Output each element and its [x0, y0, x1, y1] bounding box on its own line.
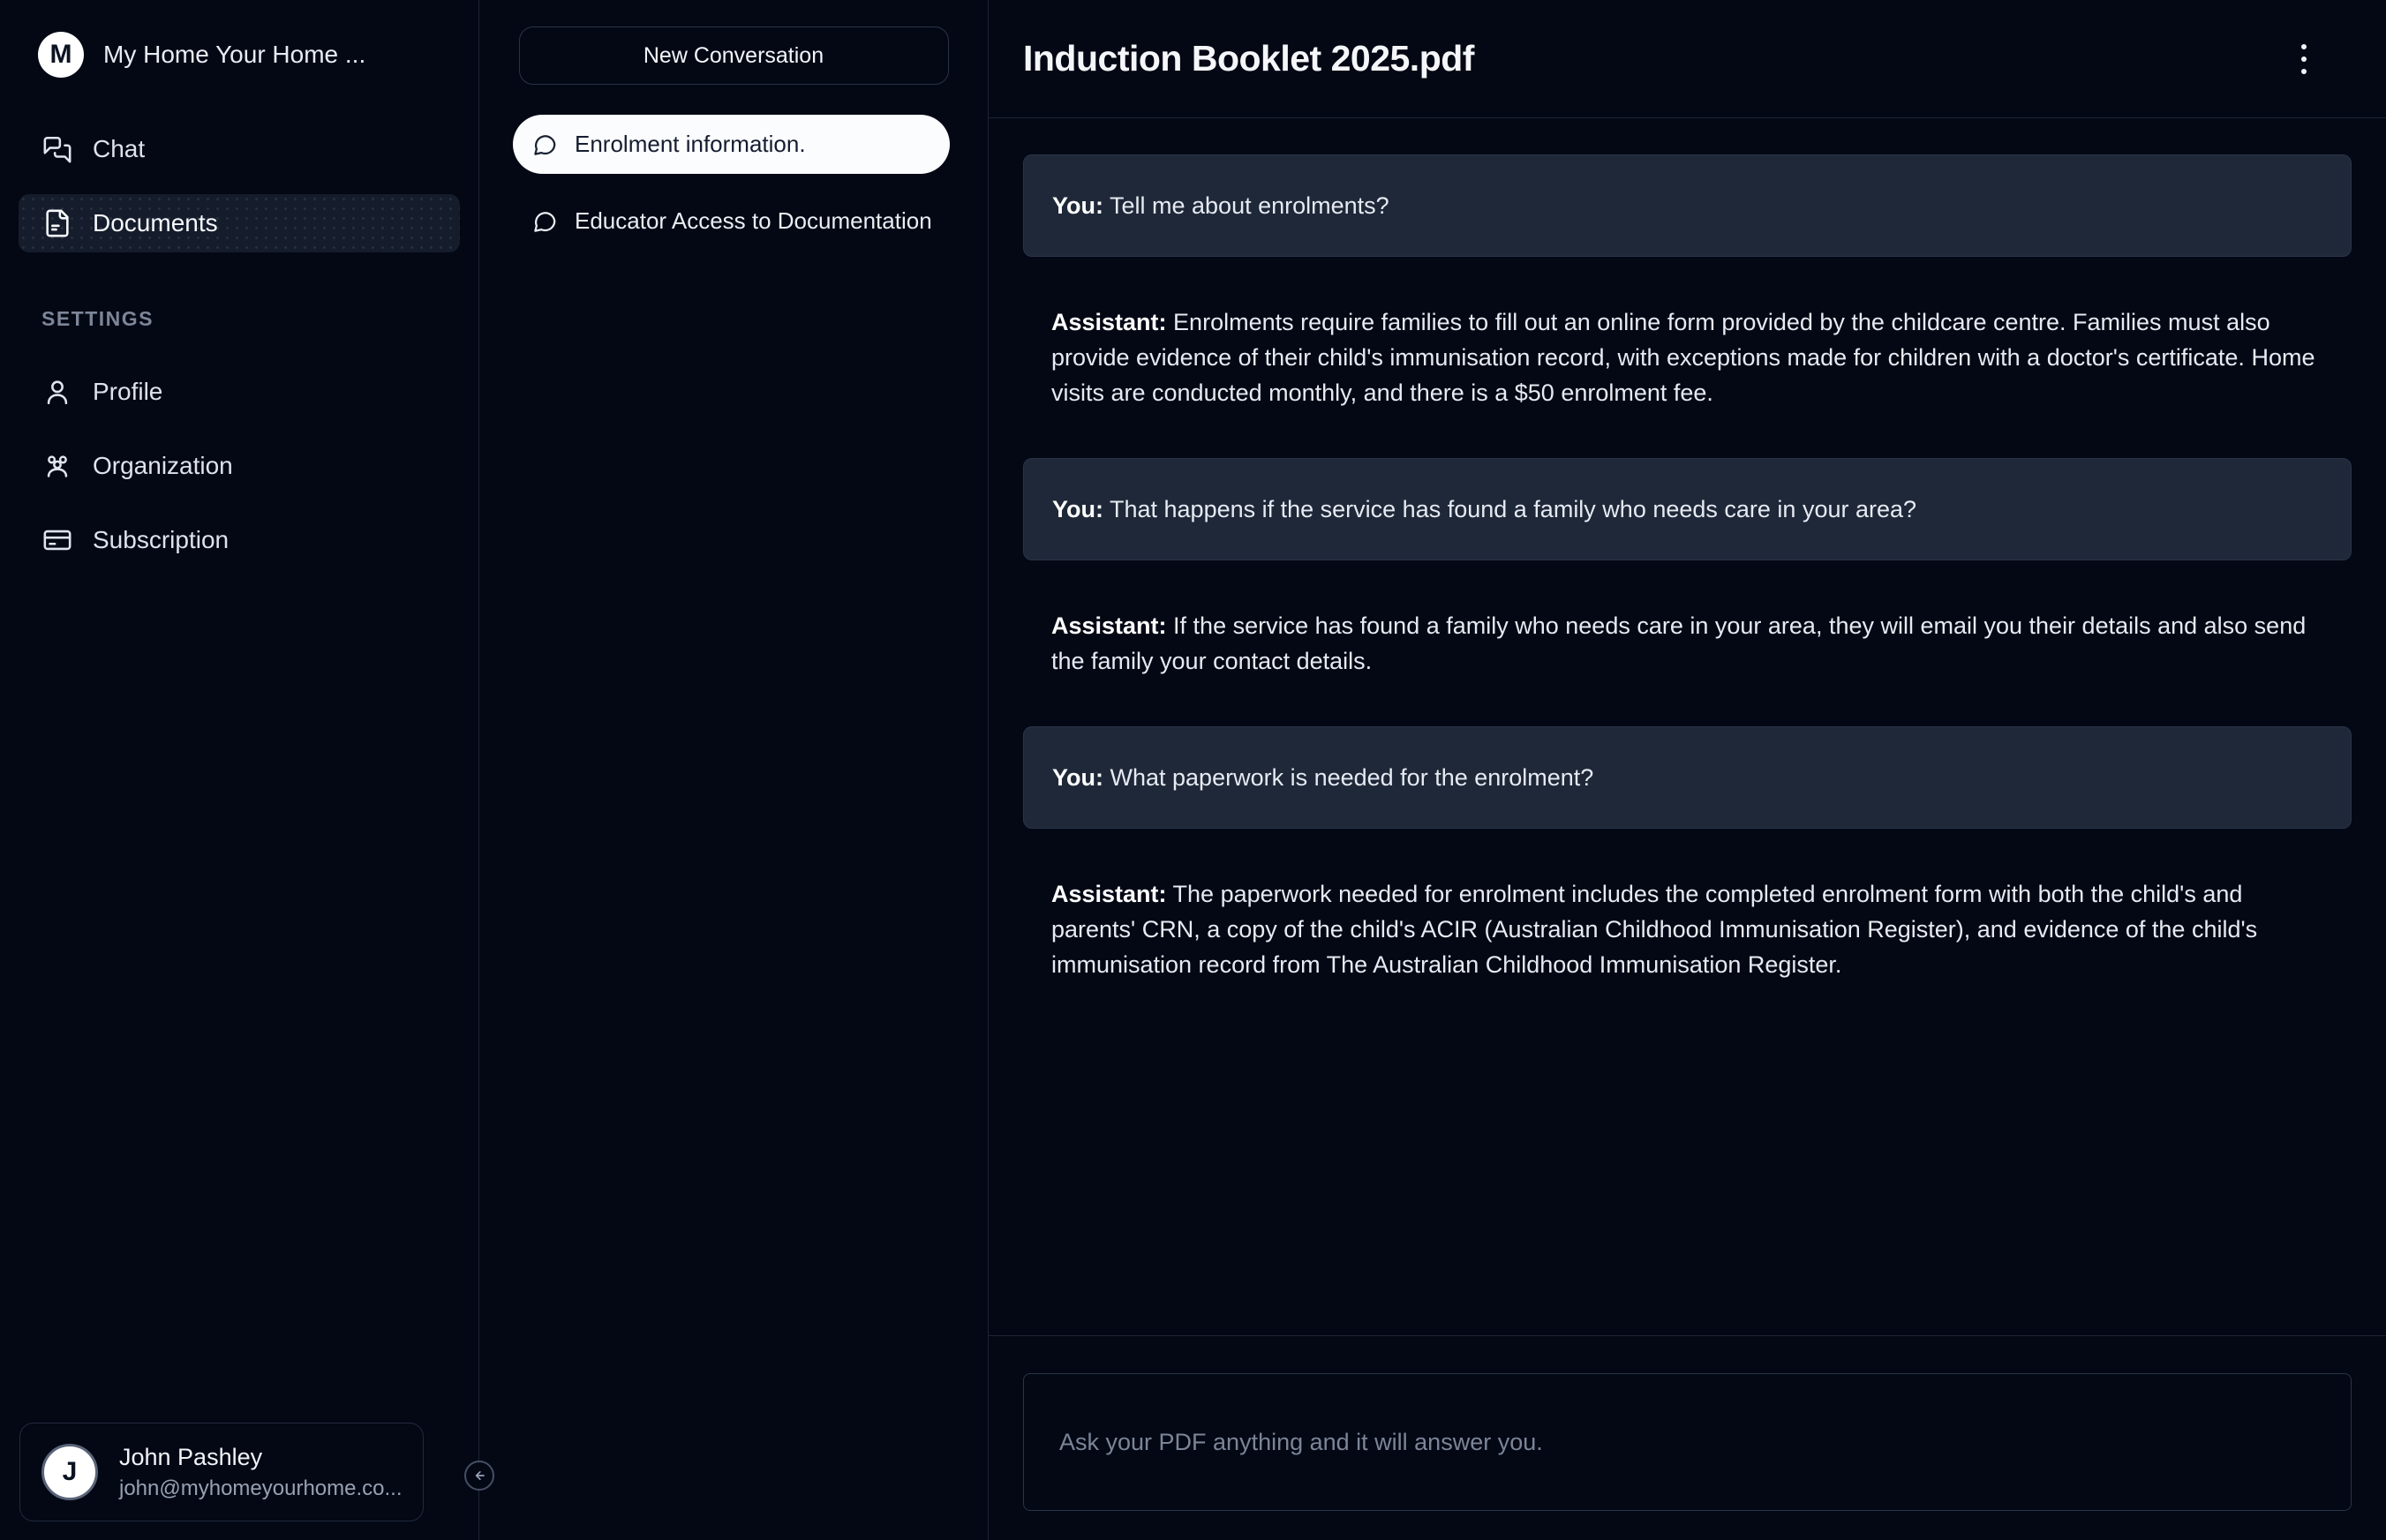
settings-section-header: SETTINGS — [41, 307, 154, 330]
assistant-message — [1023, 876, 2352, 982]
app-logo: M — [38, 32, 84, 78]
message-text: Tell me about enrolments? — [1110, 192, 1389, 219]
kebab-dot — [2301, 44, 2307, 49]
app-name: My Home Your Home ... — [103, 41, 366, 68]
user-card[interactable] — [19, 1423, 424, 1521]
sidebar-item-profile[interactable] — [19, 363, 460, 421]
sidebar-item-label: Organization — [93, 452, 233, 479]
document-header — [989, 0, 2386, 118]
conversation-item-enrolment[interactable] — [513, 115, 950, 174]
chat-bubble-icon — [531, 208, 558, 235]
assistant-message — [1023, 304, 2352, 410]
message-text: That happens if the service has found a family who needs care in your area? — [1110, 496, 1917, 522]
message-role: You: — [1052, 764, 1103, 791]
sidebar-item-chat[interactable] — [19, 120, 460, 178]
users-icon — [41, 450, 73, 482]
new-conversation-button[interactable]: New Conversation — [519, 26, 949, 85]
app-brand[interactable] — [19, 32, 460, 78]
user-message — [1023, 458, 2352, 560]
message-role: Assistant: — [1051, 309, 1167, 335]
message-text: What paperwork is needed for the enrolment? — [1110, 764, 1594, 791]
user-info — [119, 1444, 403, 1501]
sidebar-item-label: Profile — [93, 378, 163, 405]
user-message — [1023, 726, 2352, 829]
user-email: john@myhomeyourhome.co... — [119, 1476, 403, 1500]
message-text: The paperwork needed for enrolment includes the completed enrolment form with both the child's and parents' CRN, a copy of the child's ACIR (Australian Childhood Immunisation Register), and evidence of the child's immunisation record from The Australian Childhood Immunisation Register. — [1051, 881, 2258, 978]
sidebar-spacer — [19, 585, 460, 1423]
conversation-list — [479, 115, 988, 251]
message-text: If the service has found a family who needs care in your area, they will email you their details and also send the family your contact details. — [1051, 612, 2307, 674]
user-icon — [41, 376, 73, 408]
sidebar-item-documents[interactable] — [19, 194, 460, 252]
kebab-dot — [2301, 69, 2307, 74]
sidebar-item-label: Chat — [93, 135, 146, 162]
message-role: Assistant: — [1051, 612, 1167, 639]
ask-pdf-input[interactable] — [1023, 1373, 2352, 1511]
user-name: John Pashley — [119, 1443, 263, 1470]
chat-bubbles-icon — [41, 133, 73, 165]
conversation-item-label: Enrolment information. — [575, 131, 806, 157]
credit-card-icon — [41, 524, 73, 556]
collapse-sidebar-button[interactable] — [464, 1461, 494, 1491]
page-title: Induction Booklet 2025.pdf — [1023, 38, 1474, 79]
document-icon — [41, 207, 73, 239]
arrow-left-icon — [470, 1467, 488, 1484]
conversation-item-educator-access[interactable] — [513, 192, 950, 251]
chat-bubble-icon — [531, 131, 558, 158]
sidebar — [0, 0, 479, 1540]
assistant-message — [1023, 608, 2352, 679]
sidebar-item-subscription[interactable] — [19, 511, 460, 569]
ask-input-section — [989, 1335, 2386, 1540]
sidebar-item-label: Subscription — [93, 526, 230, 553]
sidebar-item-organization[interactable] — [19, 437, 460, 495]
message-role: Assistant: — [1051, 881, 1167, 907]
message-role: You: — [1052, 192, 1103, 219]
conversation-item-label: Educator Access to Documentation — [575, 207, 932, 234]
message-text: Enrolments require families to fill out an online form provided by the childcare centre. Families must also provide evidence of their child's immunisation record, with exceptions made for children with a doctor's certificate. Home visits are conducted monthly, and there is a $50 enrolment fee. — [1051, 309, 2315, 406]
user-avatar: J — [41, 1444, 98, 1500]
message-list — [989, 118, 2386, 1335]
user-message — [1023, 154, 2352, 257]
sidebar-item-label: Documents — [93, 209, 218, 237]
main-panel — [989, 0, 2386, 1540]
kebab-menu-button[interactable] — [2284, 40, 2323, 79]
kebab-dot — [2301, 56, 2307, 62]
message-role: You: — [1052, 496, 1103, 522]
conversation-panel — [479, 0, 989, 1540]
